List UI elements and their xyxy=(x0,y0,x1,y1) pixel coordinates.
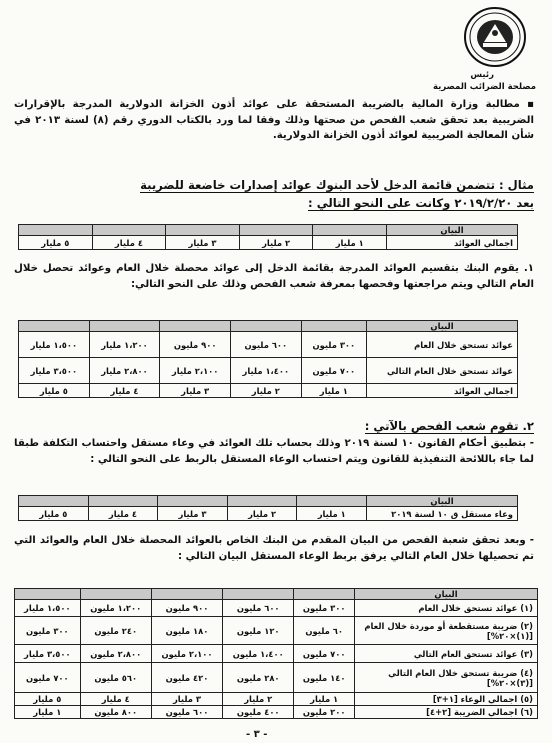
table-row xyxy=(15,693,538,706)
table-tax-breakdown xyxy=(14,588,538,719)
table-header-cell xyxy=(15,589,81,600)
table-cell: ٨٠٠ مليون xyxy=(80,706,151,719)
table-cell: ٢٤٠ مليون xyxy=(80,617,151,645)
table-cell: (٤) ضريبة تستحق خلال العام التالي [(٣)×٢٠%] xyxy=(355,663,538,693)
header-subtitle: مصلحة الضرائب المصرية xyxy=(433,82,536,92)
table-cell: ١ مليار xyxy=(15,706,81,719)
table-cell: ١ مليار xyxy=(297,507,367,521)
table-cell: ٢ مليار xyxy=(227,507,297,521)
table-header-cell xyxy=(158,496,228,507)
example-date xyxy=(14,196,534,212)
table-header-cell: البيان xyxy=(387,225,518,236)
table-header-cell xyxy=(160,321,231,332)
table-cell: ٣٠٠ مليون xyxy=(15,617,81,645)
table-cell: اجمالي العوائد xyxy=(367,384,518,398)
table-cell: (٥) اجمالي الوعاء [١+٣] xyxy=(355,693,538,706)
table-header-cell xyxy=(223,589,294,600)
table-cell: ١،٢٠٠ مليون xyxy=(80,600,151,617)
table-header-cell xyxy=(301,321,366,332)
table-header-cell xyxy=(166,225,240,236)
table-cell: (١) عوائد تستحق خلال العام xyxy=(355,600,538,617)
table-header-cell xyxy=(297,496,367,507)
table-cell: عوائد تستحق خلال العام التالي xyxy=(367,358,518,384)
table-cell: ٢،١٠٠ مليار xyxy=(160,358,231,384)
table-header-row xyxy=(19,225,518,236)
table-cell: ١،٥٠٠ مليار xyxy=(19,332,90,358)
table-row xyxy=(19,236,518,250)
table-header-cell xyxy=(19,321,90,332)
table-cell: ٦٠٠ مليون xyxy=(223,600,294,617)
table-cell: ٢ مليار xyxy=(230,384,301,398)
paragraph-3: - بتطبيق أحكام القانون ١٠ لسنة ٢٠١٩ وذلك بحساب تلك العوائد في وعاء مستقل واحتساب التكلفة طبقا لما جاء باللائحة التنفيذية للقانون ويتم احتساب الوعاء المستقل بالربط على النحو التالي : xyxy=(14,438,535,465)
table-cell: ٢،٨٠٠ مليار xyxy=(89,358,160,384)
header-title: رئيس xyxy=(470,70,494,80)
table-header-row xyxy=(19,321,518,332)
table-cell: (٣) عوائد تستحق العام التالي xyxy=(355,645,538,663)
table-cell: ١،٤٠٠ مليون xyxy=(223,645,294,663)
table-cell: ٣ مليار xyxy=(166,236,240,250)
table-cell: ١٢٠ مليون xyxy=(223,617,294,645)
table-cell: ٥ مليار xyxy=(19,384,90,398)
table-cell: ٣ مليار xyxy=(160,384,231,398)
table-header-row xyxy=(15,589,538,600)
table-cell: ٥ مليار xyxy=(19,236,93,250)
table-cell: ٤ مليار xyxy=(92,236,166,250)
table-cell: ٧٠٠ مليون xyxy=(301,358,366,384)
table-header-cell xyxy=(88,496,158,507)
paragraph-1: ▪ مطالبة وزارة المالية بالضريبة المستحقة على عوائد أذون الخزانة الدولارية المدرجة بالإقرارات الضريبية بعد تحقق شعب الفحص من صحتها وذلك وفقا لما ورد بالكتاب الدوري رقم (٨) لسنة ٢٠١٣ في شأن المعالجة الضريبية لعوائد أذون الخزانة الدولارية. xyxy=(14,99,534,141)
table-cell: ١٤٠ مليون xyxy=(294,663,355,693)
table-header-cell xyxy=(227,496,297,507)
table-cell: ٢٠٠ مليون xyxy=(294,706,355,719)
table-cell: ٣،٥٠٠ مليار xyxy=(19,358,90,384)
table-header-row xyxy=(19,496,518,507)
table-cell: ٢،١٠٠ مليون xyxy=(151,645,222,663)
table-cell: (٢) ضريبة مستقطعة أو موردة خلال العام [(١)×٢٠%] xyxy=(355,617,538,645)
table-header-cell xyxy=(294,589,355,600)
table-cell: ١ مليار xyxy=(313,236,387,250)
table-cell: ٤٠٠ مليون xyxy=(223,706,294,719)
table-cell: ٤٢٠ مليون xyxy=(151,663,222,693)
table-cell: ٢ مليار xyxy=(239,236,313,250)
paragraph-4: - وبعد تحقق شعبة الفحص من البيان المقدم من البنك الخاص بالعوائد المحصلة خلال العام والعوائد التي تم تحصيلها خلال العام التالي يرفق بربط الوعاء المستقل البيان التالي : xyxy=(14,535,534,562)
table-cell: ٦٠٠ مليون xyxy=(230,332,301,358)
example-date-text: بعد ٢٠١٩/٢/٢٠ وكانت على النحو التالي : xyxy=(308,196,534,210)
table-header-cell xyxy=(92,225,166,236)
table-cell: ٦٠٠ مليون xyxy=(151,706,222,719)
table-income-split xyxy=(18,320,518,398)
table-header-cell xyxy=(19,225,93,236)
table-row xyxy=(19,507,518,521)
table-header-cell xyxy=(230,321,301,332)
table-cell: ٣ مليار xyxy=(151,693,222,706)
table-header-cell xyxy=(151,589,222,600)
table-cell: ٢،٨٠٠ مليون xyxy=(80,645,151,663)
table-header-cell xyxy=(19,496,89,507)
table-row xyxy=(15,663,538,693)
table-cell: ٥٦٠ مليون xyxy=(80,663,151,693)
table-row xyxy=(19,332,518,358)
table-independent-pool xyxy=(18,495,518,521)
table-header-cell xyxy=(313,225,387,236)
table-row xyxy=(19,384,518,398)
table-cell: ٥ مليار xyxy=(19,507,89,521)
table-cell: اجمالي العوائد xyxy=(387,236,518,250)
table-cell: ٥ مليار xyxy=(15,693,81,706)
table-header-cell: البيان xyxy=(355,589,538,600)
table-header-cell xyxy=(80,589,151,600)
table-cell: ٢٨٠ مليون xyxy=(223,663,294,693)
table-cell: ١،٢٠٠ مليار xyxy=(89,332,160,358)
table-cell: ٢ مليار xyxy=(223,693,294,706)
table-cell: ٩٠٠ مليون xyxy=(160,332,231,358)
table-cell: ٣٠٠ مليون xyxy=(301,332,366,358)
table-cell: ٦٠ مليون xyxy=(294,617,355,645)
table-cell: ١ مليار xyxy=(294,693,355,706)
table-cell: ٣،٥٠٠ مليار xyxy=(15,645,81,663)
table-header-cell xyxy=(89,321,160,332)
table-cell: وعاء مستقل ق ١٠ لسنة ٢٠١٩ xyxy=(367,507,518,521)
table-cell: ٧٠٠ مليون xyxy=(15,663,81,693)
table-row xyxy=(15,645,538,663)
paragraph-2: ١. يقوم البنك بتقسيم العوائد المدرجة بقائمة الدخل إلى عوائد محصلة خلال العام وعوائد تحصل خلال العام التالي ويتم مراجعتها وفحصها بمعرفة شعب الفحص وذلك على النحو التالي: xyxy=(14,263,534,290)
table-cell: عوائد تستحق خلال العام xyxy=(367,332,518,358)
table-row xyxy=(15,600,538,617)
table-income-summary xyxy=(18,224,518,250)
table-cell: ١،٤٠٠ مليار xyxy=(230,358,301,384)
table-row xyxy=(15,617,538,645)
table-row xyxy=(19,358,518,384)
example-heading xyxy=(14,178,534,194)
table-cell: ٤ مليار xyxy=(80,693,151,706)
table-cell: ١ مليار xyxy=(301,384,366,398)
table-header-cell xyxy=(239,225,313,236)
table-header-cell: البيان xyxy=(367,321,518,332)
table-cell: ١٨٠ مليون xyxy=(151,617,222,645)
table-cell: ٤ مليار xyxy=(88,507,158,521)
table-cell: (٦) اجمالي الضريبة [٢+٤] xyxy=(355,706,538,719)
page-number: - ٣ - xyxy=(246,729,268,740)
table-header-cell: البيان xyxy=(367,496,518,507)
table-cell: ١،٥٠٠ مليار xyxy=(15,600,81,617)
table-cell: ٩٠٠ مليون xyxy=(151,600,222,617)
table-cell: ٣٠٠ مليون xyxy=(294,600,355,617)
table-cell: ٣ مليار xyxy=(158,507,228,521)
table-row xyxy=(15,706,538,719)
example-heading-text: مثال : تتضمن قائمة الدخل لأحد البنوك عوائد إصدارات خاضعة للضريبة xyxy=(140,178,534,192)
paragraph-3-heading xyxy=(14,419,534,435)
table-cell: ٧٠٠ مليون xyxy=(294,645,355,663)
table-cell: ٤ مليار xyxy=(89,384,160,398)
tax-authority-logo xyxy=(456,6,534,68)
paragraph-3-heading-text: ٢. تقوم شعب الفحص بالآتي : xyxy=(364,419,534,433)
